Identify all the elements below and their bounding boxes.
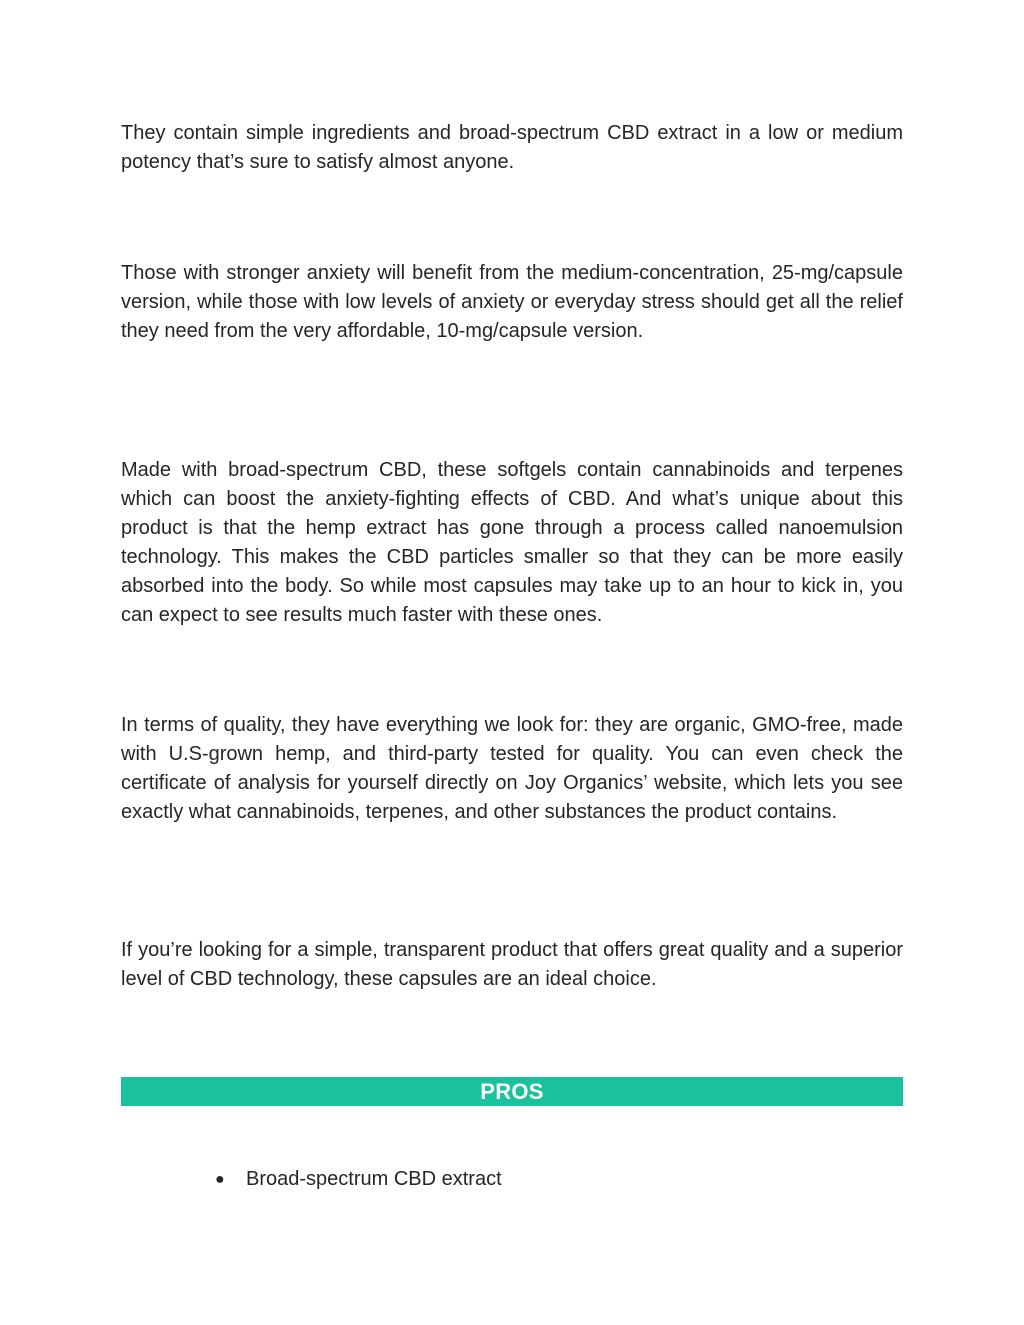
paragraph-nanoemulsion: Made with broad-spectrum CBD, these softgels contain cannabinoids and terpenes which can boost the anxiety-fighting effects of CBD. And what’s unique about this product is that the hemp extract has gone through a process called nanoemulsion technology. This makes the CBD particles smaller so that they can be more easily absorbed into the body. So while most capsules may take up to an hour to kick in, you can expect to see results much faster with these ones.	[121, 459, 903, 626]
pros-heading: PROS	[480, 1078, 544, 1104]
pros-banner	[121, 1077, 903, 1106]
list-item-text: Broad-spectrum CBD extract	[246, 1168, 502, 1190]
paragraph-conclusion: If you’re looking for a simple, transparent product that offers great quality and a superior level of CBD technology, these capsules are an ideal choice.	[121, 939, 903, 990]
paragraph-quality: In terms of quality, they have everything we look for: they are organic, GMO-free, made with U.S-grown hemp, and third-party tested for quality. You can even check the certificate of analysis for yourself directly on Joy Organics’ website, which lets you see exactly what cannabinoids, terpenes, and other substances the product contains.	[121, 714, 903, 823]
paragraph-intro: They contain simple ingredients and broad-spectrum CBD extract in a low or medium potency that’s sure to satisfy almost anyone.	[121, 122, 903, 173]
list-item	[215, 1165, 502, 1194]
paragraph-potency: Those with stronger anxiety will benefit from the medium-concentration, 25-mg/capsule version, while those with low levels of anxiety or everyday stress should get all the relief they need from the very affordable, 10-mg/capsule version.	[121, 262, 903, 342]
bullet-icon: ●	[215, 1171, 225, 1188]
pros-list	[215, 1165, 502, 1194]
